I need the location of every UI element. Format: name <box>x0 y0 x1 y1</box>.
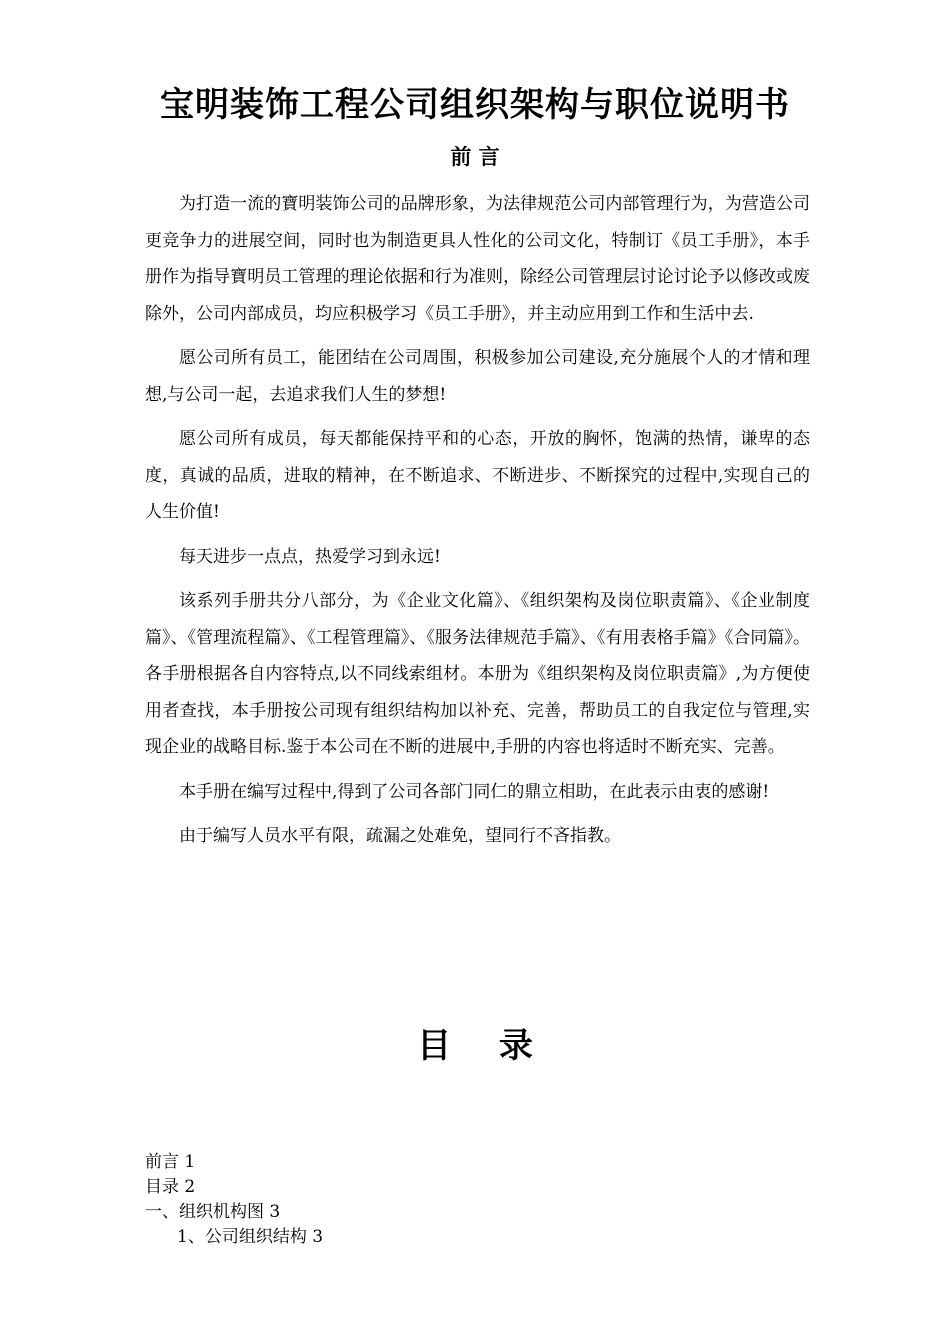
preface-paragraph: 每天进步一点点，热爱学习到永远! <box>179 546 441 567</box>
toc-item-contents[interactable]: 目录 2 <box>145 1177 196 1197</box>
preface-paragraph: 本手册在编写过程中,得到了公司各部门同仁的鼎立相助，在此表示由衷的感谢! <box>179 781 770 802</box>
preface-paragraph: 愿公司所有成员，每天都能保持平和的心态，开放的胸怀，饱满的热情，谦卑的态度，真诚的品质，进取的精神，在不断追求、不断进步、不断探究的过程中,实现自己的人生价值! <box>145 429 810 522</box>
preface-paragraph: 愿公司所有员工，能团结在公司周围，积极参加公司建设,充分施展个人的才情和理想,与公司一起，去追求我们人生的梦想! <box>145 348 810 405</box>
table-of-contents <box>145 1150 810 1250</box>
preface-body <box>145 186 810 863</box>
preface-paragraph: 该系列手册共分八部分，为《企业文化篇》、《组织架构及岗位职责篇》、《企业制度篇》、《管理流程篇》、《工程管理篇》、《服务法律规范手篇》、《有用表格手篇》《合同篇》。各手册根据各自内容特点,以不同线索组材。本册为《组织架构及岗位职责篇》,为方便使用者查找，本手册按公司现有组织结构加以补充、完善，帮助员工的自我定位与管理,实现企业的战略目标.鉴于本公司在不断的进展中,手册的内容也将适时不断充实、完善。 <box>145 591 810 757</box>
preface-paragraph: 为打造一流的寶明装饰公司的品牌形象，为法律规范公司内部管理行为，为营造公司更竞争力的进展空间，同时也为制造更具人性化的公司文化，特制订《员工手册》，本手册作为指导寶明员工管理的理论依据和行为准则，除经公司管理层讨论讨论予以修改或废除外，公司内部成员，均应积极学习《员工手册》，并主动应用到工作和生活中去. <box>145 194 810 324</box>
toc-item-preface[interactable]: 前言 1 <box>145 1152 196 1172</box>
toc-item-company-structure[interactable]: 1、公司组织结构 3 <box>177 1227 324 1247</box>
preface-paragraph: 由于编写人员水平有限，疏漏之处难免，望同行不吝指教。 <box>179 826 621 846</box>
preface-heading: 前 言 <box>450 144 500 169</box>
document-title: 宝明装饰工程公司组织架构与职位说明书 <box>160 85 790 125</box>
toc-item-org-chart[interactable]: 一、组织机构图 3 <box>145 1202 281 1222</box>
toc-heading: 目 录 <box>417 1026 551 1066</box>
